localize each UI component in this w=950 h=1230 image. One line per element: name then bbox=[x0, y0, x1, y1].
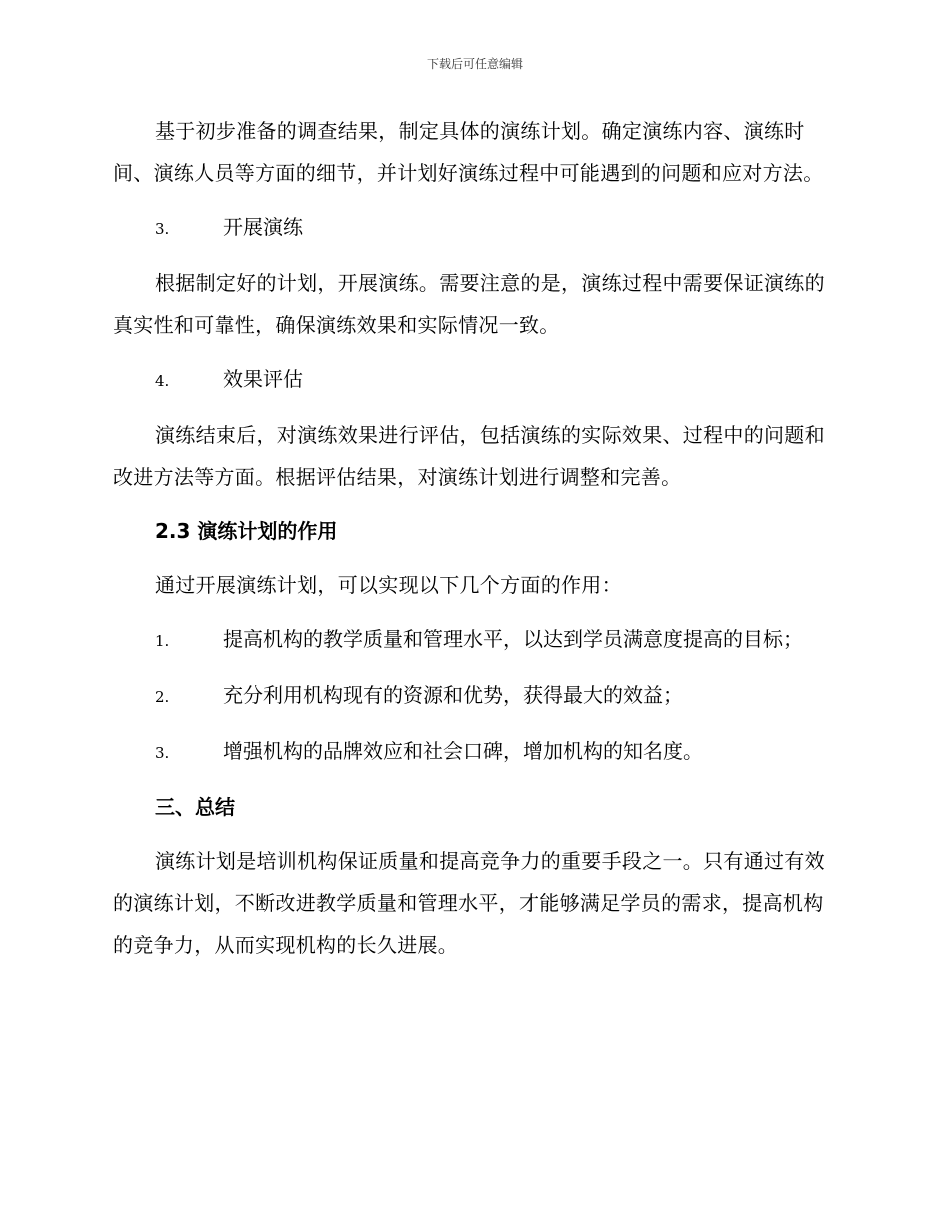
effect-item-3 bbox=[113, 730, 833, 774]
section-heading-summary: 三、总结 bbox=[155, 795, 235, 819]
effect-text: 提高机构的教学质量和管理水平，以达到学员满意度提高的目标； bbox=[223, 627, 803, 651]
section-heading-2-3: 2.3 演练计划的作用 bbox=[155, 519, 338, 543]
effect-number: 2. bbox=[155, 688, 170, 706]
document-body bbox=[113, 110, 833, 978]
paragraph-conduct: 根据制定好的计划，开展演练。需要注意的是，演练过程中需要保证演练的真实性和可靠性，确保演练效果和实际情况一致。 bbox=[113, 271, 825, 337]
paragraph-evaluate: 演练结束后，对演练效果进行评估，包括演练的实际效果、过程中的问题和改进方法等方面。根据评估结果，对演练计划进行调整和完善。 bbox=[113, 423, 825, 489]
step-number: 4. bbox=[155, 372, 170, 390]
step-item-evaluate bbox=[113, 358, 833, 402]
step-title: 效果评估 bbox=[223, 367, 303, 391]
step-item-conduct bbox=[113, 206, 833, 250]
effect-text: 增强机构的品牌效应和社会口碑，增加机构的知名度。 bbox=[223, 739, 703, 763]
paragraph-summary: 演练计划是培训机构保证质量和提高竞争力的重要手段之一。只有通过有效的演练计划，不断改进教学质量和管理水平，才能够满足学员的需求，提高机构的竞争力，从而实现机构的长久进展。 bbox=[113, 849, 825, 957]
paragraph-plan-details: 基于初步准备的调查结果，制定具体的演练计划。确定演练内容、演练时间、演练人员等方面的细节，并计划好演练过程中可能遇到的问题和应对方法。 bbox=[113, 119, 824, 185]
effect-number: 1. bbox=[155, 632, 170, 650]
effect-text: 充分利用机构现有的资源和优势，获得最大的效益； bbox=[223, 683, 683, 707]
step-title: 开展演练 bbox=[223, 215, 303, 239]
effect-item-1 bbox=[113, 618, 833, 662]
page-header: 下载后可任意编辑 bbox=[426, 57, 523, 71]
paragraph-effects-intro: 通过开展演练计划，可以实现以下几个方面的作用： bbox=[155, 573, 622, 597]
step-number: 3. bbox=[155, 220, 170, 238]
effect-item-2 bbox=[113, 674, 833, 718]
effect-number: 3. bbox=[155, 744, 170, 762]
